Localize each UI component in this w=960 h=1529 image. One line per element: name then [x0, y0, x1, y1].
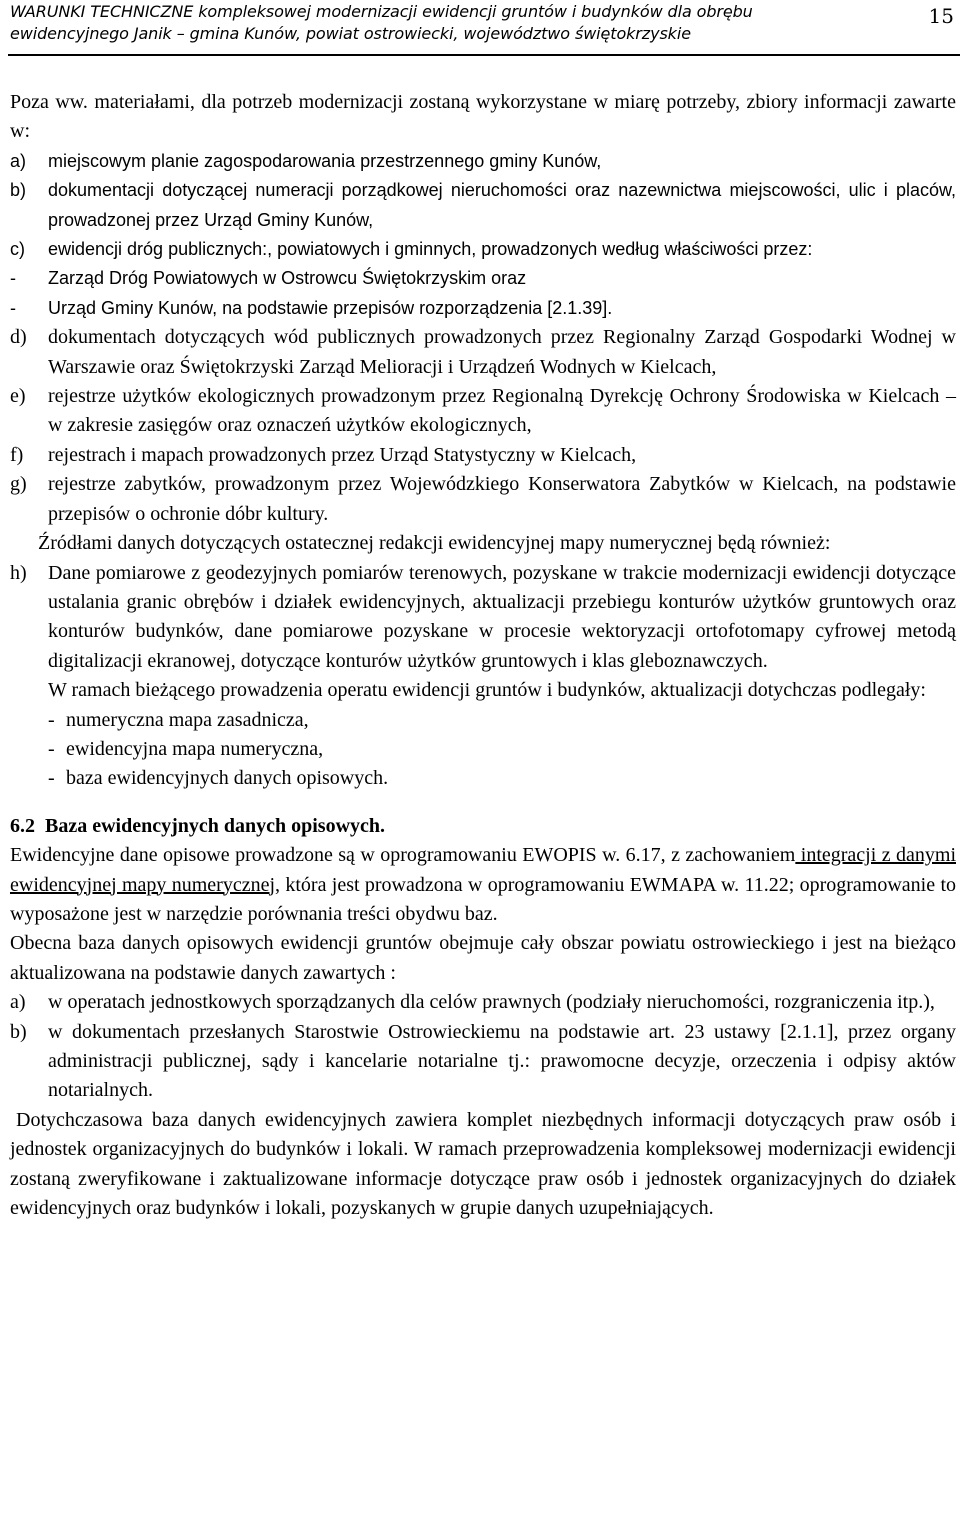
list-item-text: miejscowym planie zagospodarowania przestrzennego gminy Kunów, — [48, 150, 602, 171]
paragraph-existing-database: Dotychczasowa baza danych ewidencyjnych zawiera komplet niezbędnych informacji dotyczących praw osób i jednostek organizacyjnych do budynków i lokali. W ramach przeprowadzenia kompleksowej modernizacji ewidencji zostaną zweryfikowane i zaktualizowane informacje dotyczące praw osób i jednostek organizacyjnych do działek ewidencyjnych oraz budynków i lokali, pozyskanych w grupie danych uzupełniających. — [10, 1108, 956, 1220]
list-item-label: g) — [10, 473, 27, 496]
paragraph-text: Ewidencyjne dane opisowe prowadzone są w oprogramowaniu EWOPIS w. 6.17, z zachowaniem — [10, 844, 796, 867]
list-item-text: dokumentacji dotyczącej numeracji porządkowej nieruchomości oraz nazewnictwa miejscowości, ulic i placów, prowadzonej przez Urząd Gminy Kunów, — [48, 180, 956, 230]
paragraph-text: która jest prowadzona w oprogramowaniu EWMAPA w. 11.22; oprogramowanie to wyposażone jest w narzędzie porównania treści obydwu baz. — [10, 873, 956, 925]
list-item-label: b) — [10, 180, 27, 201]
list-item-text: w operatach jednostkowych sporządzanych dla celów prawnych (podziały nieruchomości, rozgraniczenia itp.), — [48, 991, 935, 1014]
list-item-g — [10, 470, 956, 529]
list-item-label: h) — [10, 561, 27, 584]
list-item-text: dokumentach dotyczących wód publicznych prowadzonych przez Regionalny Zarząd Gospodarki Wodnej w Warszawie oraz Świętokrzyski Zarząd Melioracji i Urządzeń Wodnych w Kielcach, — [48, 326, 956, 378]
header-divider — [8, 54, 960, 56]
list-item-text: ewidencji dróg publicznych:, powiatowych i gminnych, prowadzonych według właściwości przez: — [48, 239, 813, 260]
list-item-h — [10, 559, 956, 677]
header-title-line-2: ewidencyjnego Janik – gmina Kunów, powiat ostrowiecki, województwo świętokrzyskie — [10, 24, 691, 43]
page-number: 15 — [928, 4, 954, 28]
list-item-text: w dokumentach przesłanych Starostwie Ostrowieckiemu na podstawie art. 23 ustawy [2.1.1], przez organy administracji publicznej, sądy i kancelarie notarialne tj.: prawomocne decyzje, orzeczenia i odpisy aktów notarialnych. — [48, 1020, 956, 1102]
list2-item-b — [10, 1018, 956, 1106]
current-list-text: numeryczna mapa zasadnicza, — [66, 708, 309, 731]
current-intro-paragraph: W ramach bieżącego prowadzenia operatu ewidencji gruntów i budynków, aktualizacji dotychczas podlegały: — [48, 679, 926, 702]
current-list-item: - ewidencyjna mapa numeryczna, — [48, 737, 324, 760]
list-item-c — [10, 235, 956, 264]
list-item-f — [10, 441, 956, 470]
section-heading — [10, 812, 956, 841]
list-item-text: rejestrze użytków ekologicznych prowadzonym przez Regionalną Dyrekcję Ochrony Środowiska w Kielcach – w zakresie zasięgów oraz oznaczeń użytków ekologicznych, — [48, 385, 956, 437]
sub-list-text: Zarząd Dróg Powiatowych w Ostrowcu Świętokrzyskim oraz — [48, 268, 527, 289]
current-list-text: baza ewidencyjnych danych opisowych. — [66, 767, 389, 790]
list-item-e — [10, 382, 956, 441]
header-title-line-1: WARUNKI TECHNICZNE kompleksowej modernizacji ewidencji gruntów i budynków dla obrębu — [10, 2, 753, 21]
paragraph-ewopis — [10, 841, 956, 929]
list-item-label: c) — [10, 239, 25, 260]
sources-intro-paragraph: Źródłami danych dotyczących ostatecznej redakcji ewidencyjnej mapy numerycznej będą również: — [38, 532, 831, 555]
list-item-a — [10, 147, 956, 176]
sources-list-sans — [10, 147, 956, 323]
current-list-text: ewidencyjna mapa numeryczna, — [66, 737, 324, 760]
list-item-label: d) — [10, 326, 27, 349]
list-item-d — [10, 323, 956, 382]
list-item-label: a) — [10, 150, 27, 171]
underlined-text: integracji z danymi ewidencyjnej mapy numerycznej, — [10, 844, 956, 896]
list-item-text: rejestrze zabytków, prowadzonym przez Wojewódzkiego Konserwatora Zabytków w Kielcach, na podstawie przepisów o ochronie dóbr kultury. — [48, 473, 956, 525]
list2-item-a — [10, 988, 956, 1017]
current-list-item: - numeryczna mapa zasadnicza, — [48, 708, 309, 731]
list-item-label: a) — [10, 991, 26, 1014]
section-number: 6.2 — [10, 814, 35, 837]
list-item-text: Dane pomiarowe z geodezyjnych pomiarów terenowych, pozyskane w trakcie modernizacji ewidencji dotyczące ustalania granic obrębów i działek ewidencyjnych, aktualizacji przebiegu konturów użytków gruntowych oraz konturów budynków, dane pomiarowe pozyskane w procesie wektoryzacji ortofotomapy cyfrowej metodą digitalizacji ekranowej, dotyczące konturów użytków gruntowych i klas gleboznawczych. — [48, 561, 956, 672]
page-header — [0, 0, 960, 56]
sub-list-item: - Zarząd Dróg Powiatowych w Ostrowcu Świętokrzyskim oraz — [10, 264, 956, 293]
sub-list-item: - Urząd Gminy Kunów, na podstawie przepisów rozporządzenia [2.1.39]. — [10, 294, 956, 323]
list-item-b — [10, 176, 956, 235]
section-title: Baza ewidencyjnych danych opisowych. — [45, 814, 386, 837]
list-item-label: b) — [10, 1020, 27, 1043]
document-body — [10, 88, 956, 1223]
list-item-label: e) — [10, 385, 26, 408]
intro-paragraph: Poza ww. materiałami, dla potrzeb modernizacji zostaną wykorzystane w miarę potrzeby, zbiory informacji zawarte w: — [10, 91, 956, 143]
paragraph-current-database: Obecna baza danych opisowych ewidencji gruntów obejmuje cały obszar powiatu ostrowieckiego i jest na bieżąco aktualizowana na podstawie danych zawartych : — [10, 932, 956, 984]
list-item-label: f) — [10, 443, 24, 466]
current-list-item: - baza ewidencyjnych danych opisowych. — [48, 767, 389, 790]
sub-list-text: Urząd Gminy Kunów, na podstawie przepisów rozporządzenia [2.1.39]. — [48, 297, 613, 318]
list-item-text: rejestrach i mapach prowadzonych przez Urząd Statystyczny w Kielcach, — [48, 443, 637, 466]
